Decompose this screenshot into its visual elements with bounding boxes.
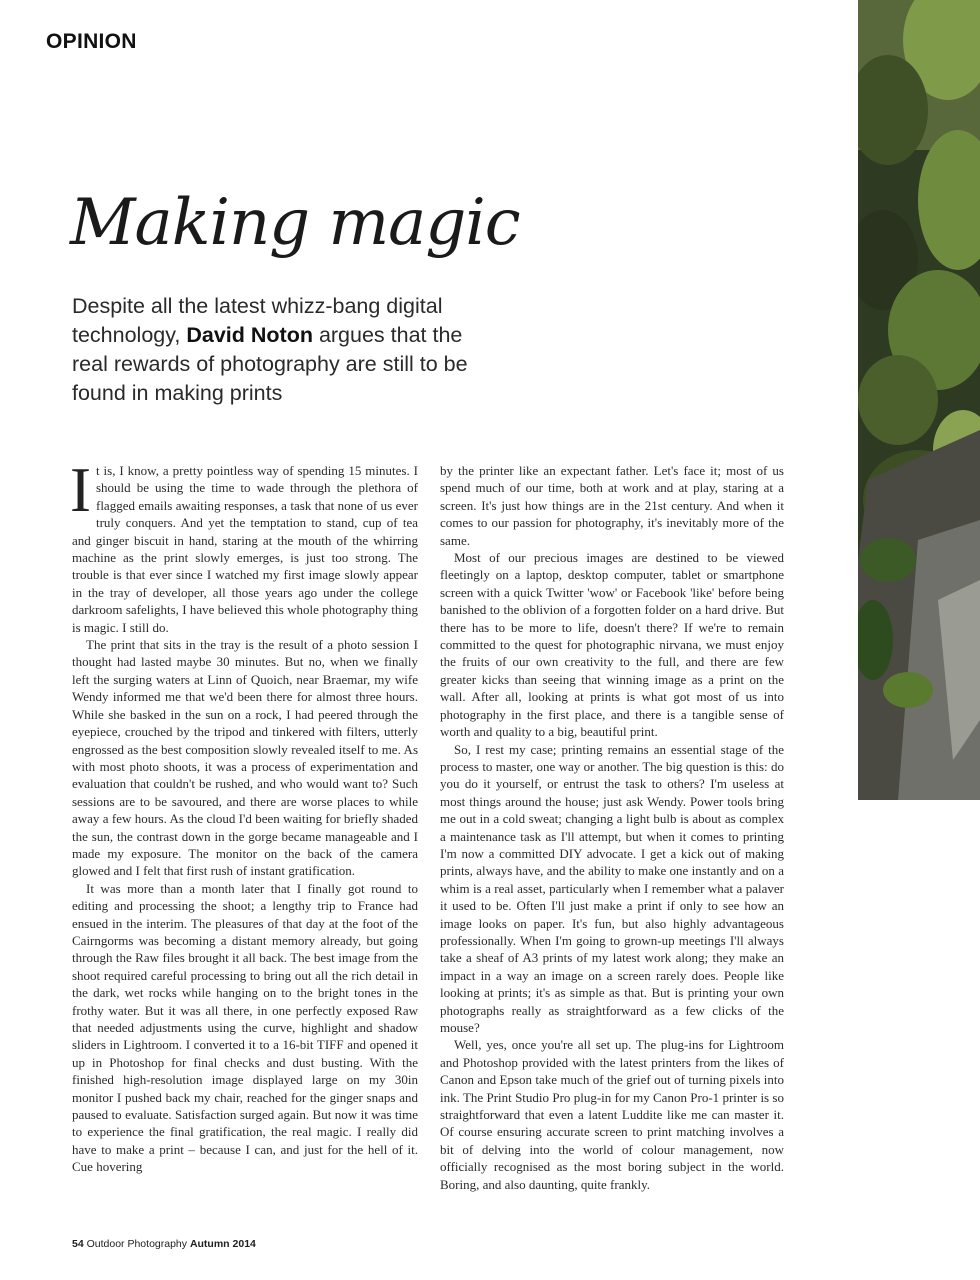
body-column-right (440, 462, 784, 1193)
page-number: 54 (72, 1238, 84, 1250)
drop-cap: I (70, 455, 91, 525)
body-paragraph: Well, yes, once you're all set up. The plug-ins for Lightroom and Photoshop provided with the latest printers from the likes of Canon and Epson take much of the grief out of turning pixels into ink. The Print Studio Pro plug-in for my Canon Pro-1 printer is so straightforward that even a latent Luddite like me can master it. Of course ensuring accurate screen to print matching involves a bit of delving into the world of colour management, now officially recognised as the most boring subject in the world. Boring, and also daunting, quite frankly. (440, 1037, 784, 1192)
page-footer (72, 1238, 256, 1250)
standfirst-text: Despite all the latest whizz-bang digital technology, (72, 294, 443, 347)
body-paragraph: So, I rest my case; printing remains an essential stage of the process to master, one way or another. The big question is this: do you do it yourself, or entrust the task to others? I'm useless at most things around the house; just ask Wendy. Power tools bring me out in a cold sweat; changing a light bulb is about as complex a maintenance task as I'll attempt, but when it comes to printing I'm now a committed DIY advocate. I get a kick out of making prints, always have, and the ability to make one instantly and on a whim is a real asset, particularly when I remember what a palaver it used to be. Often I'll just make a print if only to see how an image looks on paper. It's fun, but also highly advantageous professionally. When I'm going to grown-up meetings I'll always take a sheaf of A3 prints of my latest work along; they make an impact in a way an image on a screen rarely does. People like looking at prints; it's as simple as that. But is printing your own photographs really as straightforward as a few clicks of the mouse? (440, 741, 784, 1035)
body-paragraph: The print that sits in the tray is the result of a photo session I thought had lasted maybe 30 minutes. But no, when we finally left the surging waters at Linn of Quoich, near Braemar, my wife Wendy informed me that we'd been there for almost three hours. While she basked in the sun on a rock, I had peered through the eyepiece, crouched by the tripod and tinkered with filters, utterly engrossed as the best composition slowly revealed itself to me. As with most photo shoots, it was a process of experimentation and evaluation that couldn't be rushed, and who would want to? Such sessions are to be savoured, and there are worse places to while away a few hours. As the cloud I'd been waiting for briefly shaded the sun, the contrast down in the gorge became manageable and I made my exposure. The monitor on the back of the camera glowed and I felt that first rush of instant gratification. (72, 637, 418, 879)
paragraph-text: t is, I know, a pretty pointless way of spending 15 minutes. I should be using the time to wade through the plethora of flagged emails awaiting responses, a task that none of us ever truly conquers. And yet the temptation to stand, cup of tea and ginger biscuit in hand, staring at the mouth of the whirring machine as the print slowly emerges, is just too strong. The trouble is that ever since I watched my first image slowly appear in the tray of developer, all those years ago under the college darkroom safelights, I have believed this whole photography thing is magic. I still do. (72, 463, 418, 635)
article-title: Making magic (70, 186, 520, 260)
issue-name: Autumn 2014 (189, 1238, 256, 1250)
author-name: David Noton (186, 323, 313, 347)
body-paragraph: It was more than a month later that I finally got round to editing and processing the shoot; a lengthy trip to France had ensued in the interim. The pleasures of that day at the foot of the Cairngorms was becoming a distant memory already, but going through the Raw files brought it all back. The best image from the shoot required careful processing to bring out all the rich detail in the dark, wet rocks while hanging on to the bright tones in the frothy water. But it was all there, in one perfectly exposed Raw that needed adjustments using the curve, highlight and shadow sliders in Lightroom. I converted it to a 16-bit TIFF and opened it up in Photoshop for final checks and dust busting. With the finished high-resolution image displayed large on my 30in monitor I pushed back my chair, reached for the ginger snaps and paused to evaluate. Satisfaction surged again. But now it was time to experience the final gratification, the real magic. I really did have to make a print – because I can, and just for the hell of it. Cue hovering (72, 880, 418, 1175)
body-paragraph: by the printer like an expectant father. Let's face it; most of us spend much of our time, both at work and at play, staring at a screen. It's just how things are in the 21st century. And when it comes to our passion for photography, it's inevitably more of the same. (440, 463, 784, 548)
body-column-left (70, 455, 418, 1176)
photo-illustration (858, 0, 980, 800)
body-paragraph (70, 455, 418, 636)
magazine-name: Outdoor Photography (86, 1238, 188, 1250)
section-label: OPINION (46, 30, 137, 53)
body-paragraph: Most of our precious images are destined to be viewed fleetingly on a laptop, desktop computer, tablet or smartphone screen with a quick Twitter 'wow' or Facebook 'like' before being banished to the oblivion of a forgotten folder on a hard drive. But there has to be more to life, doesn't there? If we're to remain committed to the quest for photographic nirvana, we must enjoy the fruits of our own creativity to the full, and there are few greater kicks than seeing that winning image as a print on the wall. After all, looking at prints is what got most of us into photography in the first place, and there is a tangible sense of worth and quality to a big, beautiful print. (440, 550, 784, 740)
standfirst-text: argues that the real rewards of photography are still to be found in making prints (72, 323, 468, 405)
waterfall-photo (858, 0, 980, 800)
standfirst (72, 292, 492, 408)
